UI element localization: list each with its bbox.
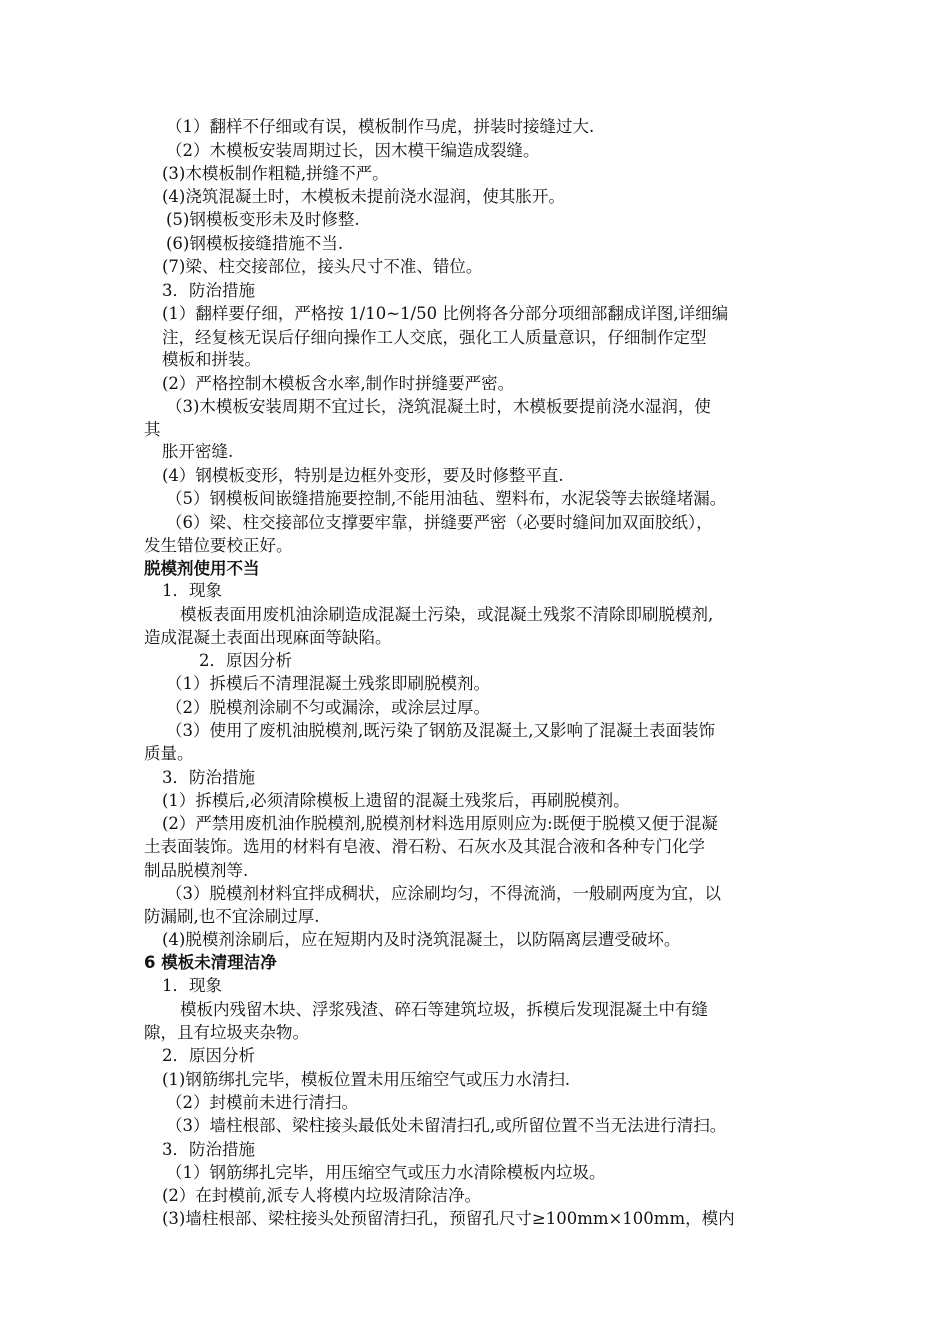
text-line: (2）严格控制木模板含水率,制作时拼缝要严密。: [162, 374, 515, 393]
text-line: 1．现象: [162, 976, 222, 995]
text-line: (3)墙柱根部、梁柱接头处预留清扫孔，预留孔尺寸≥100mm×100mm，模内: [162, 1209, 735, 1228]
text-line: （3)木模板安装周期不宜过长，浇筑混凝土时，木模板要提前浇水湿润，使: [166, 397, 711, 416]
text-line: （3）脱模剂材料宜拌成稠状，应涂刷均匀，不得流淌，一般刷两度为宜，以: [166, 884, 721, 903]
text-line: 防漏刷,也不宜涂刷过厚.: [144, 907, 320, 926]
text-line: （5）钢模板间嵌缝措施要控制,不能用油毡、塑料布，水泥袋等去嵌缝堵漏。: [166, 489, 727, 508]
text-line: (1)钢筋绑扎完毕，模板位置未用压缩空气或压力水清扫.: [162, 1070, 571, 1089]
text-line: （1）翻样不仔细或有误，模板制作马虎，拼装时接缝过大.: [166, 117, 595, 136]
text-line: 其: [144, 420, 161, 439]
text-line: 模板内残留木块、浮浆残渣、碎石等建筑垃圾，拆模后发现混凝土中有缝: [180, 1000, 708, 1019]
text-line: （2）脱模剂涂刷不匀或漏涂，或涂层过厚。: [166, 698, 490, 717]
text-line: (1）翻样要仔细，严格按 1/10~1/50 比例将各分部分项细部翻成详图,详细编: [162, 304, 729, 323]
section-heading: 6 模板未清理洁净: [144, 953, 277, 972]
text-line: 隙，且有垃圾夹杂物。: [144, 1023, 309, 1042]
text-line: 制品脱模剂等.: [144, 861, 249, 880]
text-line: (3)木模板制作粗糙,拼缝不严。: [162, 164, 389, 183]
text-line: （1）拆模后不清理混凝土残浆即刷脱模剂。: [166, 674, 490, 693]
text-line: （2）封模前未进行清扫。: [166, 1093, 358, 1112]
text-line: 注，经复核无误后仔细向操作工人交底，强化工人质量意识，仔细制作定型: [162, 328, 707, 347]
text-line: 3．防治措施: [162, 768, 255, 787]
text-line: 2．原因分析: [199, 651, 292, 670]
text-line: 质量。: [144, 744, 194, 763]
text-line: (7)梁、柱交接部位，接头尺寸不准、错位。: [162, 257, 483, 276]
text-line: 造成混凝土表面出现麻面等缺陷。: [144, 628, 392, 647]
text-line: 胀开密缝.: [162, 442, 234, 461]
text-line: （3）使用了废机油脱模剂,既污染了钢筋及混凝土,又影响了混凝土表面装饰: [166, 721, 715, 740]
text-line: (4）钢模板变形，特别是边框外变形，要及时修整平直.: [162, 466, 564, 485]
text-line: 3．防治措施: [162, 1140, 255, 1159]
text-line: （1）钢筋绑扎完毕，用压缩空气或压力水清除模板内垃圾。: [166, 1163, 606, 1182]
text-line: (2）在封模前,派专人将模内垃圾清除洁净。: [162, 1186, 482, 1205]
text-line: 发生错位要校正好。: [144, 536, 293, 555]
text-line: (1）拆模后,必须清除模板上遗留的混凝土残浆后，再刷脱模剂。: [162, 791, 630, 810]
text-line: 3．防治措施: [162, 281, 255, 300]
text-line: 土表面装饰。选用的材料有皂液、滑石粉、石灰水及其混合液和各种专门化学: [144, 837, 705, 856]
text-line: (4)浇筑混凝土时，木模板未提前浇水湿润，使其胀开。: [162, 187, 565, 206]
text-line: （2）木模板安装周期过长，因木模干编造成裂缝。: [166, 141, 540, 160]
text-line: (4)脱模剂涂刷后，应在短期内及时浇筑混凝土，以防隔离层遭受破坏。: [162, 930, 681, 949]
text-line: 2．原因分析: [162, 1046, 255, 1065]
text-line: 模板和拼装。: [162, 350, 261, 369]
text-line: (2）严禁用废机油作脱模剂,脱模剂材料选用原则应为:既便于脱模又便于混凝: [162, 814, 718, 833]
text-line: （6）梁、柱交接部位支撑要牢靠，拼缝要严密（必要时缝间加双面胶纸），: [166, 513, 713, 532]
section-heading: 脱模剂使用不当: [144, 559, 260, 578]
text-line: （3）墙柱根部、梁柱接头最低处未留清扫孔,或所留位置不当无法进行清扫。: [166, 1116, 727, 1135]
text-line: (5)钢模板变形未及时修整.: [166, 210, 360, 229]
text-line: (6)钢模板接缝措施不当.: [166, 234, 344, 253]
text-line: 1．现象: [162, 581, 222, 600]
text-line: 模板表面用废机油涂刷造成混凝土污染，或混凝土残浆不清除即刷脱模剂,: [180, 605, 714, 624]
